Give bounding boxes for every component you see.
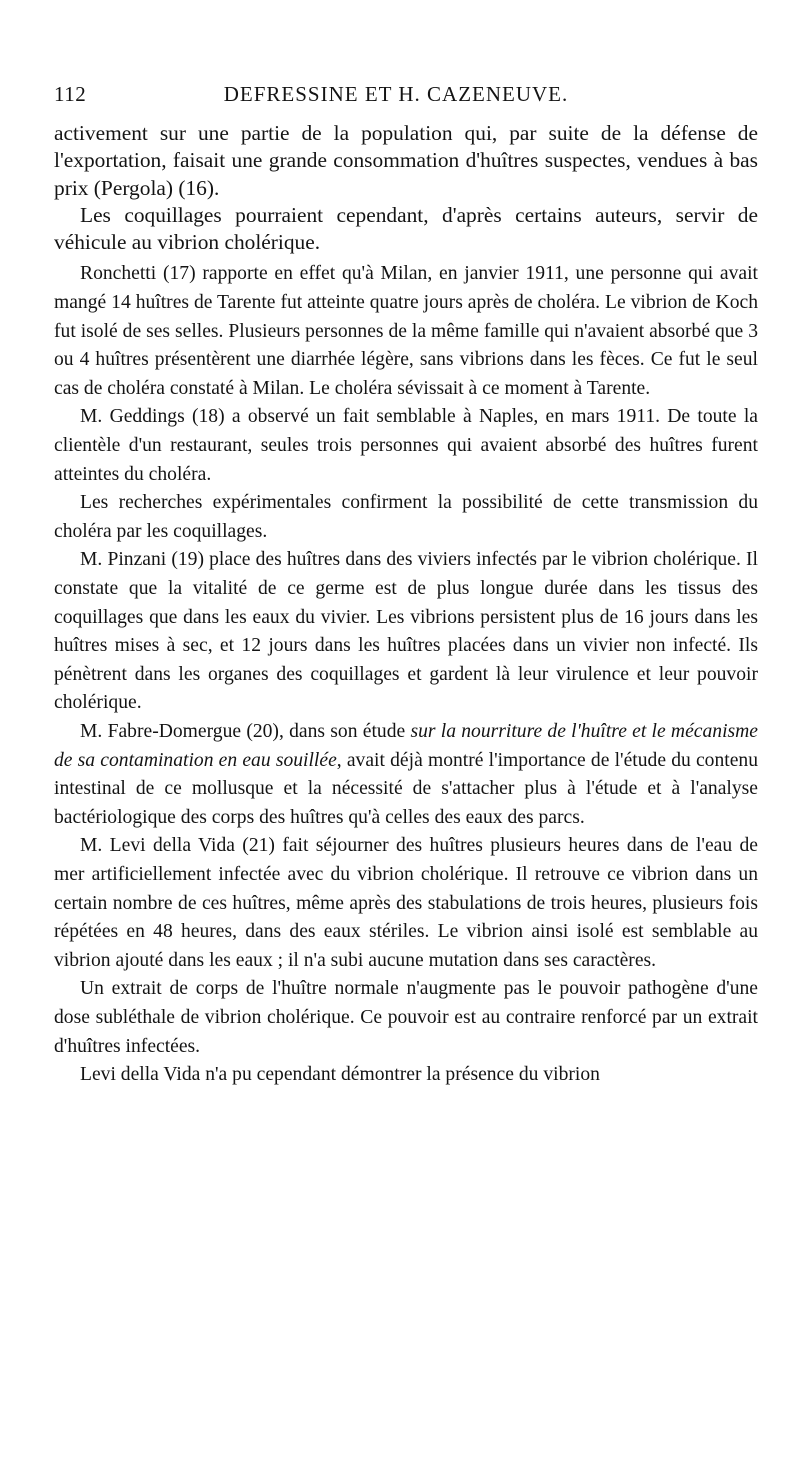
- study-title-italic: sur la nourriture de l'huître et le mécanisme de sa contamination en eau souillée: [54, 720, 758, 771]
- paragraph-pinzani: M. Pinzani (19) place des huîtres dans des viviers infectés par le vibrion cholérique. Il constate que la vitalité de ce germe est de plus longue durée dans les tissus des coquillages que dans les eaux du vivier. Les vibrions persistent plus de 16 jours dans les huîtres mises à sec, et 12 jours dans les huîtres placées dans un vivier non infecté. Ils pénètrent dans les organes des coquillages et gardent là leur virulence et leur pouvoir cholérique.: [54, 549, 758, 714]
- paragraph-exportation: activement sur une partie de la population qui, par suite de la défense de l'exportation, faisait une grande consommation d'huîtres suspectes, vendues à bas prix (Pergola) (16).: [54, 121, 758, 200]
- running-title: DEFRESSINE ET H. CAZENEUVE.: [223, 82, 569, 106]
- paragraph-coquillages-vehicule: Les coquillages pourraient cependant, d'après certains auteurs, servir de véhicule au vibrion cholérique.: [54, 202, 758, 255]
- paragraph-geddings: M. Geddings (18) a observé un fait semblable à Naples, en mars 1911. De toute la clientèle d'un restaurant, seules trois personnes qui avaient absorbé des huîtres furent atteintes du choléra.: [54, 406, 758, 485]
- paragraph-extrait: Un extrait de corps de l'huître normale n'augmente pas le pouvoir pathogène d'une dose subléthale de vibrion cholérique. Ce pouvoir est au contraire renforcé par un extrait d'huîtres infectées.: [54, 978, 758, 1057]
- body-text: [54, 120, 758, 1090]
- page-number: 112: [54, 82, 87, 106]
- fabre-domergue-text-after: , avait déjà montré l'importance de l'étude du contenu intestinal de ce mollusque et la nécessité de s'attacher plus à l'étude et à l'analyse bactériologique des corps des huîtres qu'à celles des eaux des parcs.: [54, 749, 759, 828]
- paragraph-recherches: Les recherches expérimentales confirment la possibilité de cette transmission du choléra par les coquillages.: [54, 492, 758, 542]
- paragraph-fabre-domergue: [54, 718, 758, 832]
- paragraph-ronchetti: Ronchetti (17) rapporte en effet qu'à Milan, en janvier 1911, une personne qui avait mangé 14 huîtres de Tarente fut atteinte quatre jours après de choléra. Le vibrion de Koch fut isolé de ses selles. Plusieurs personnes de la même famille qui n'avaient absorbé que 3 ou 4 huîtres présentèrent une diarrhée légère, sans vibrions dans les fèces. Ce fut le seul cas de choléra constaté à Milan. Le choléra sévissait à ce moment à Tarente.: [54, 263, 758, 399]
- paragraph-levi-della-vida: M. Levi della Vida (21) fait séjourner des huîtres plusieurs heures dans de l'eau de mer artificiellement infectée avec du vibrion cholérique. Il retrouve ce vibrion dans un certain nombre de ces huîtres, même après des stabulations de trois heures, plusieurs fois répétées en 48 heures, dans des eaux stériles. Le vibrion ainsi isolé est semblable au vibrion ajouté dans les eaux ; il n'a subi aucune mutation dans ses caractères.: [54, 835, 758, 971]
- fabre-domergue-text-before: M. Fabre-Domergue (20), dans son étude: [80, 720, 411, 742]
- running-head: [54, 82, 758, 114]
- paragraph-levi-conclusion: Levi della Vida n'a pu cependant démontrer la présence du vibrion: [80, 1064, 600, 1086]
